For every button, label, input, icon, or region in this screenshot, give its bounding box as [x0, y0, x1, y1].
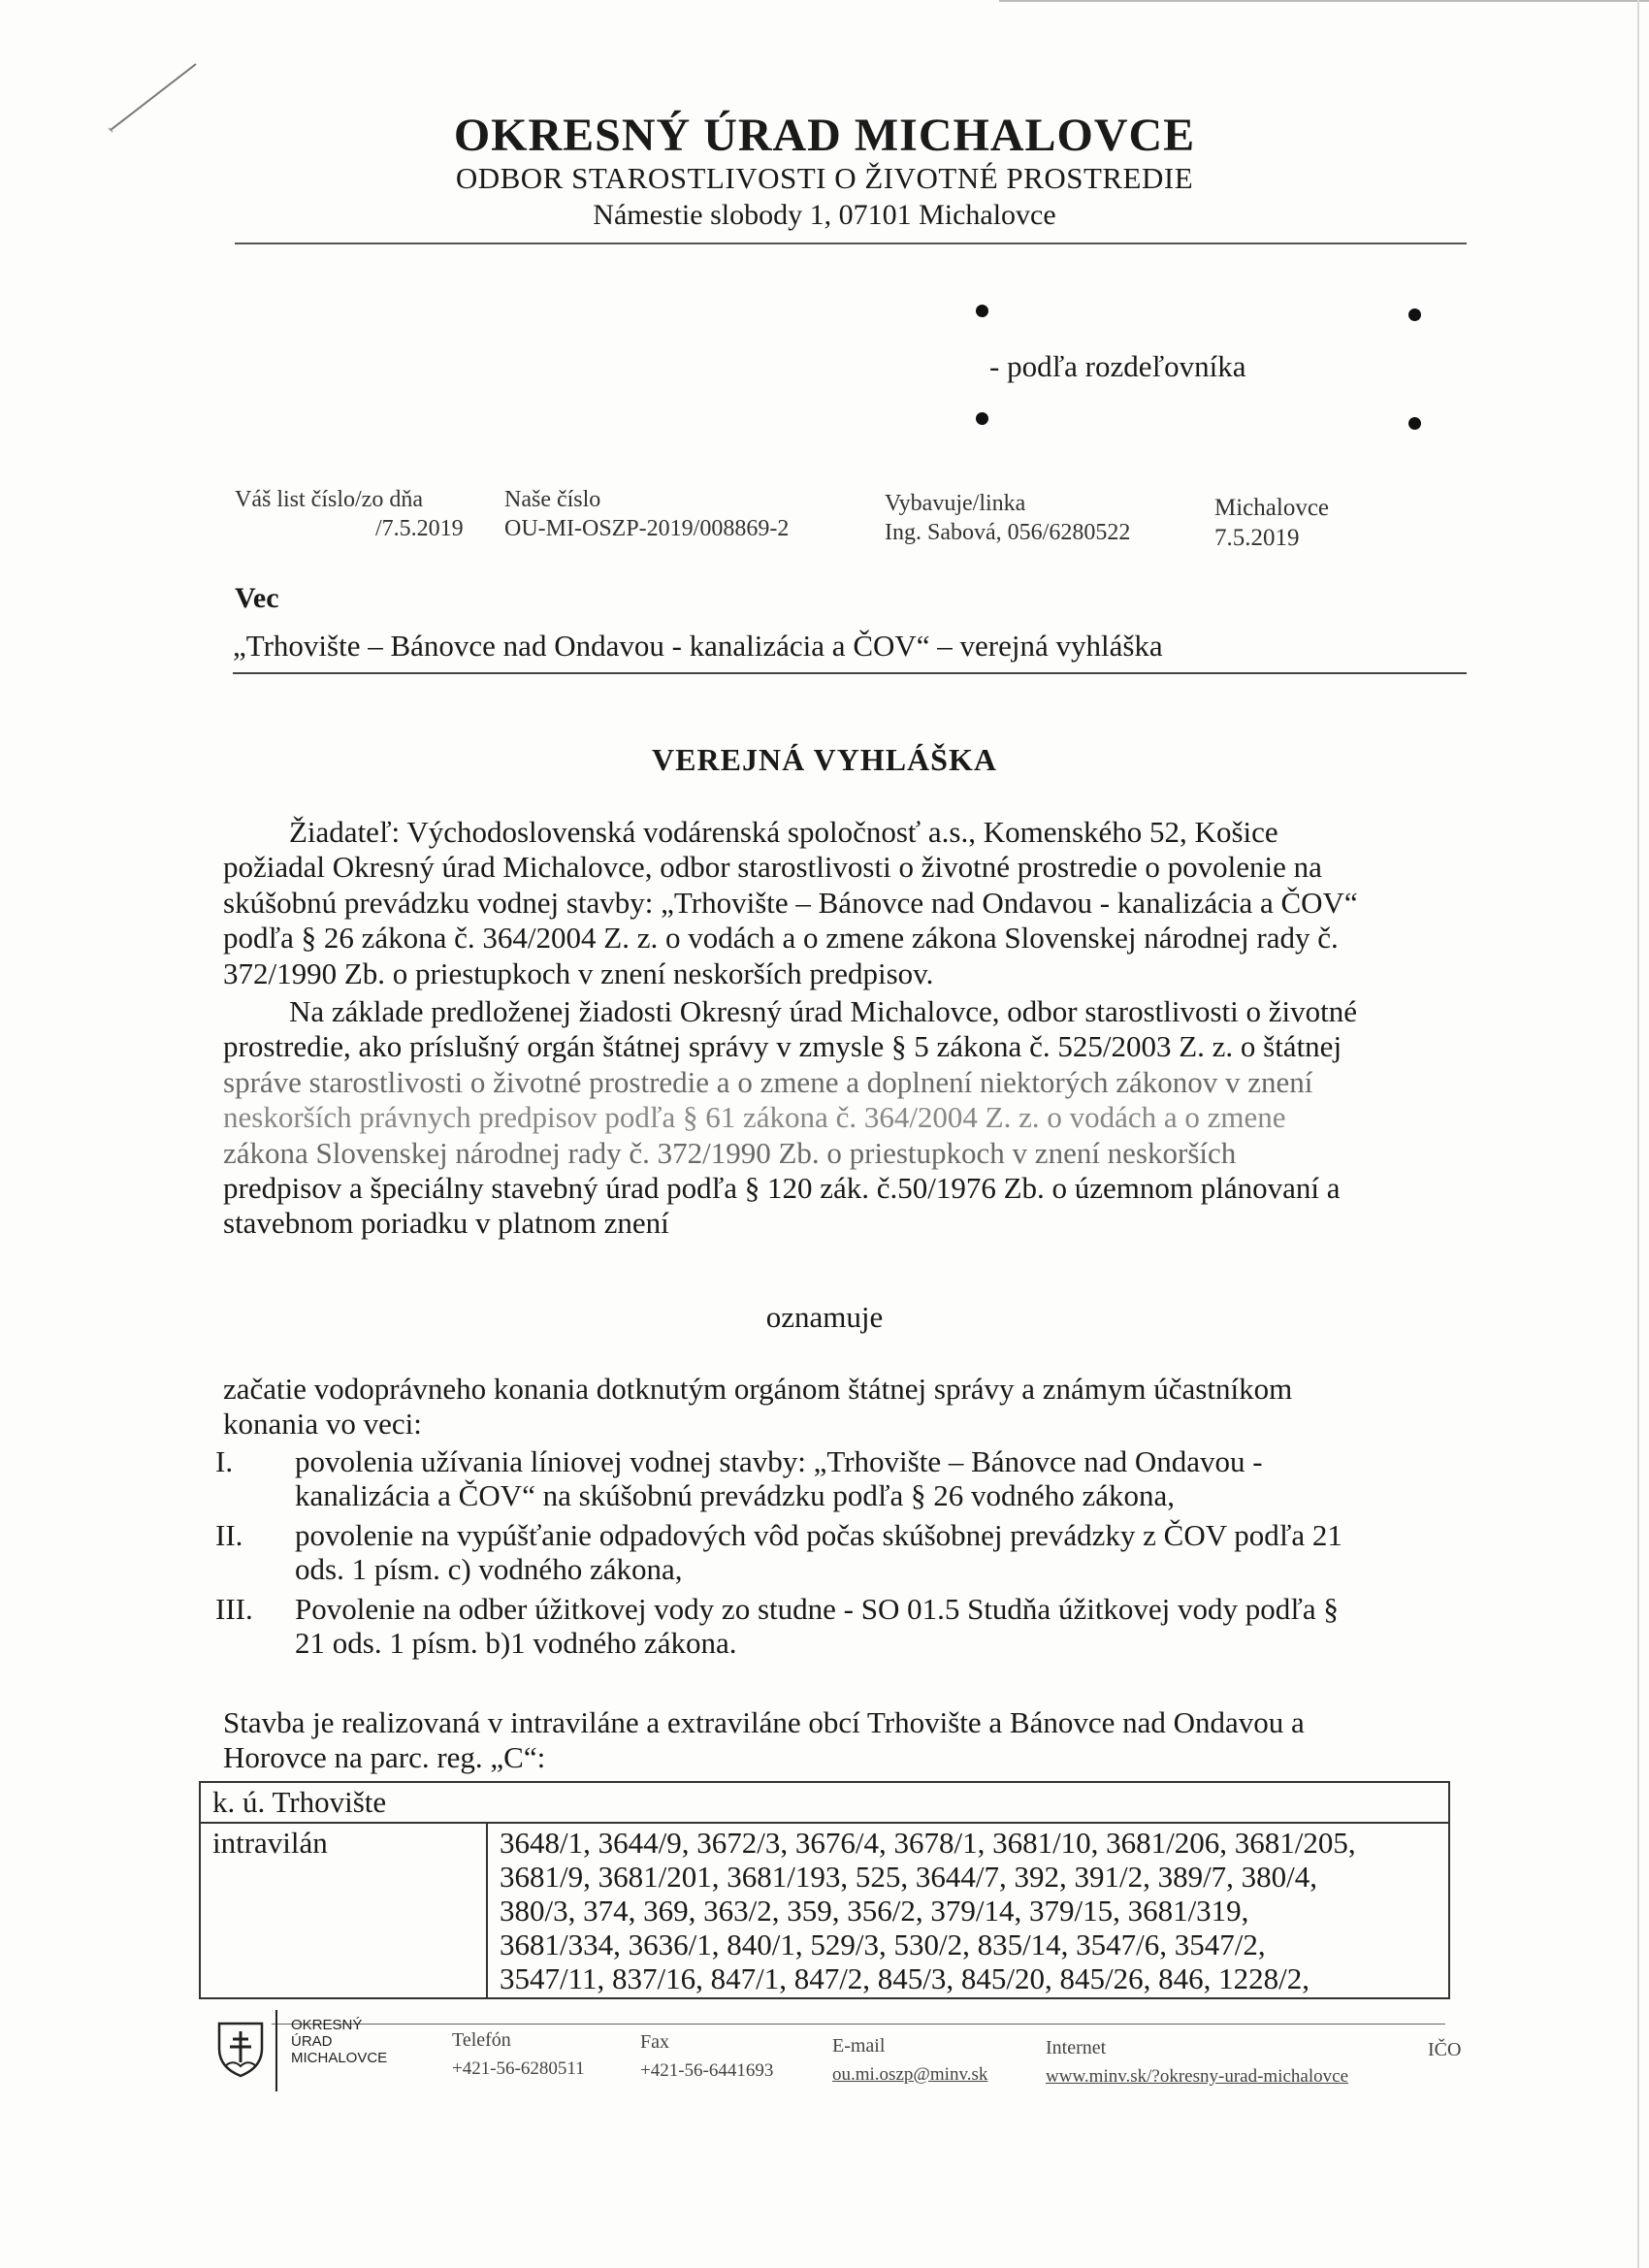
parcel-line: 380/3, 374, 369, 363/2, 359, 356/2, 379/14, 379/15, 3681/319,	[500, 1894, 1249, 1928]
list-number: I.	[215, 1444, 234, 1478]
parcel-line: 3547/11, 837/16, 847/1, 847/2, 845/3, 845/20, 845/26, 846, 1228/2,	[500, 1961, 1310, 1995]
parcel-numbers-cell	[487, 1823, 1449, 1998]
fax-value: +421-56-6441693	[640, 2060, 774, 2081]
recipient-line: - podľa rozdeľovníka	[989, 349, 1246, 383]
text-line: povolenia užívania líniovej vodnej stavby: „Trhovište – Bánovce nad Ondavou -	[295, 1444, 1263, 1478]
text-line: požiadal Okresný úrad Michalovce, odbor starostlivosti o životné prostredie o povolenie na	[223, 850, 1322, 885]
list-item	[215, 1445, 1457, 1513]
parcel-line: 3681/9, 3681/201, 3681/193, 525, 3644/7, 392, 391/2, 389/7, 380/4,	[500, 1860, 1318, 1894]
footer-divider	[275, 2010, 277, 2091]
office-title: OKRESNÝ ÚRAD MICHALOVCE	[453, 110, 1196, 161]
text-line: povolenie na vypúšťanie odpadových vôd počas skúšobnej prevádzky z ČOV podľa 21	[295, 1518, 1342, 1552]
subject-label: Vec	[235, 582, 279, 614]
binder-dot	[1408, 417, 1421, 430]
parcels-table	[199, 1781, 1450, 1999]
subject-rule	[233, 672, 1467, 674]
table-row	[200, 1823, 1449, 1998]
text-line: stavebnom poriadku v platnom znení	[223, 1206, 669, 1241]
text-line: skúšobnú prevádzku vodnej stavby: „Trhovište – Bánovce nad Ondavou - kanalizácia a ČOV“	[223, 885, 1358, 920]
subject-text: „Trhovište – Bánovce nad Ondavou - kanalizácia a ČOV“ – verejná vyhláška	[233, 629, 1163, 663]
zone-cell: intravilán	[200, 1823, 487, 1998]
text-line: predpisov a špeciálny stavebný úrad podľa § 120 zák. č.50/1976 Zb. o územnom plánovaní a	[223, 1171, 1341, 1206]
scan-edge-right	[1637, 0, 1639, 2268]
list-item	[215, 1593, 1457, 1661]
office-department: ODBOR STAROSTLIVOSTI O ŽIVOTNÉ PROSTREDIE	[455, 161, 1194, 195]
internet-label: Internet	[1046, 2037, 1107, 2058]
phone-value: +421-56-6280511	[452, 2058, 585, 2079]
binder-dot	[976, 412, 988, 425]
binder-dot	[976, 305, 988, 317]
binder-dot	[1408, 308, 1421, 321]
email-label: E-mail	[832, 2035, 886, 2057]
text-line: Horovce na parc. reg. „C“:	[223, 1740, 546, 1775]
text-line: 21 ods. 1 písm. b)1 vodného zákona.	[295, 1625, 737, 1660]
email-link[interactable]: ou.mi.oszp@minv.sk	[832, 2064, 988, 2085]
text-line: Povolenie na odber úžitkovej vody zo studne - SO 01.5 Studňa úžitkovej vody podľa §	[295, 1592, 1339, 1626]
paragraph-commencement	[223, 1372, 1455, 1442]
letter-date: 7.5.2019	[1214, 525, 1300, 551]
paragraph-request	[223, 815, 1455, 991]
office-address: Námestie slobody 1, 07101 Michalovce	[593, 199, 1056, 231]
text-line: správe starostlivosti o životné prostredie a o zmene a doplnení niektorých zákonov v znení	[223, 1064, 1313, 1099]
text-line: Žiadateľ: Východoslovenská vodárenská spoločnosť a.s., Komenského 52, Košice	[289, 815, 1278, 849]
brand-line: MICHALOVCE	[291, 2050, 388, 2066]
our-number-value: OU-MI-OSZP-2019/008869-2	[504, 516, 790, 541]
header-rule	[235, 243, 1467, 244]
announce-word: oznamuje	[765, 1300, 884, 1334]
website-link[interactable]: www.minv.sk/?okresny-urad-michalovce	[1046, 2066, 1348, 2087]
place: Michalovce	[1214, 495, 1330, 521]
text-line: ods. 1 písm. c) vodného zákona,	[295, 1551, 683, 1586]
handled-by-label: Vybavuje/linka	[885, 491, 1026, 516]
text-line: 372/1990 Zb. o priestupkoch v znení neskorších predpisov.	[223, 956, 934, 990]
list-number: II.	[215, 1518, 243, 1552]
footer-rule	[272, 2024, 1445, 2025]
ico-label: IČO	[1428, 2039, 1462, 2060]
your-letter-label: Váš list číslo/zo dňa	[235, 487, 423, 512]
your-letter-value: /7.5.2019	[375, 516, 464, 541]
phone-label: Telefón	[452, 2029, 511, 2051]
table-row	[200, 1782, 1449, 1823]
document-heading: VEREJNÁ VYHLÁŠKA	[652, 742, 997, 777]
our-number-label: Naše číslo	[504, 487, 601, 512]
text-line: Na základe predloženej žiadosti Okresný úrad Michalovce, odbor starostlivosti o životné	[289, 994, 1358, 1028]
paragraph-location	[223, 1705, 1455, 1776]
fax-label: Fax	[640, 2031, 669, 2053]
parcel-line: 3648/1, 3644/9, 3672/3, 3676/4, 3678/1, 3681/10, 3681/206, 3681/205,	[500, 1826, 1356, 1860]
parcel-line: 3681/334, 3636/1, 840/1, 529/3, 530/2, 835/14, 3547/6, 3547/2,	[500, 1928, 1266, 1961]
text-line: prostredie, ako príslušný orgán štátnej správy v zmysle § 5 zákona č. 525/2003 Z. z. o štátnej	[223, 1029, 1342, 1064]
text-line: zákona Slovenskej národnej rady č. 372/1990 Zb. o priestupkoch v znení neskorších	[223, 1135, 1237, 1170]
brand-line: OKRESNÝ	[291, 2017, 363, 2033]
handled-by-value: Ing. Sabová, 056/6280522	[885, 520, 1131, 545]
text-line: kanalizácia a ČOV“ na skúšobnú prevádzku podľa § 26 vodného zákona,	[295, 1477, 1175, 1512]
text-line: začatie vodoprávneho konania dotknutým orgánom štátnej správy a známym účastníkom	[223, 1372, 1293, 1406]
text-line: neskorších právnych predpisov podľa § 61 zákona č. 364/2004 Z. z. o vodách a o zmene	[223, 1100, 1286, 1135]
paragraph-basis	[223, 994, 1455, 1242]
list-item	[215, 1519, 1457, 1587]
list-text	[295, 1519, 1459, 1586]
cadastral-area-cell: k. ú. Trhovište	[200, 1782, 1449, 1823]
text-line: konania vo veci:	[223, 1407, 422, 1442]
footer-brand	[291, 2017, 387, 2066]
brand-line: ÚRAD	[291, 2033, 333, 2050]
slovak-coat-of-arms-icon	[215, 2020, 266, 2078]
scan-edge-top	[999, 0, 1649, 2]
list-number: III.	[215, 1592, 253, 1626]
text-line: Stavba je realizovaná v intraviláne a extraviláne obcí Trhovište a Bánovce nad Ondavou a	[223, 1705, 1305, 1739]
text-line: podľa § 26 zákona č. 364/2004 Z. z. o vodách a o zmene zákona Slovenskej národnej rady č.	[223, 921, 1339, 956]
list-text	[295, 1593, 1459, 1660]
list-text	[295, 1445, 1459, 1512]
